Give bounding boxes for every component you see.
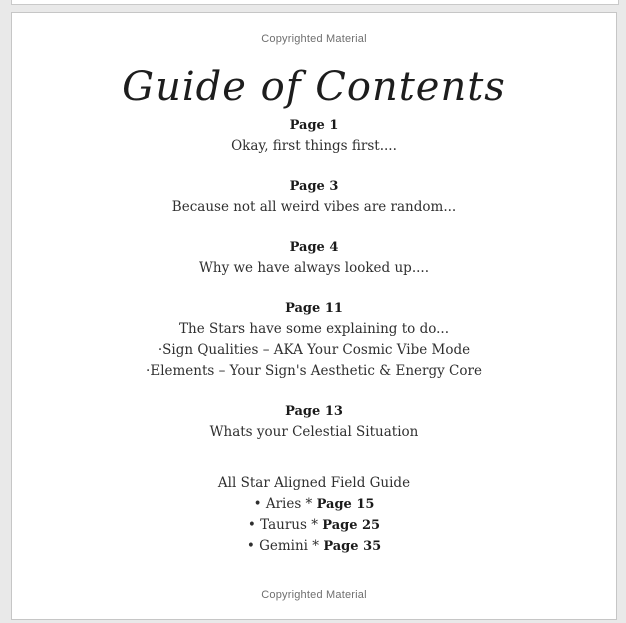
sign-name: • Gemini * [246, 538, 324, 554]
sign-page-number: Page 15 [316, 497, 375, 512]
sign-name: • Taurus * [247, 517, 323, 533]
toc-entry [12, 298, 616, 382]
toc-entry-subitem: ·Sign Qualities – AKA Your Cosmic Vibe Mode [157, 342, 471, 358]
toc-entry-text: Okay, first things first.... [231, 138, 397, 154]
copyright-notice-bottom: Copyrighted Material [261, 589, 367, 601]
toc-entry-text: Why we have always looked up.... [199, 260, 429, 276]
toc-entry-subitem: ·Elements – Your Sign's Aesthetic & Energy Core [146, 363, 482, 379]
sign-page-number: Page 25 [322, 518, 381, 533]
field-guide-item [12, 515, 616, 536]
field-guide-section [12, 473, 616, 557]
toc-page-number: Page 11 [285, 301, 343, 316]
toc-entry-text: The Stars have some explaining to do... [179, 321, 449, 337]
copyright-notice-top: Copyrighted Material [261, 33, 367, 45]
table-of-contents [12, 115, 616, 557]
toc-page-number: Page 1 [289, 118, 339, 133]
field-guide-heading: All Star Aligned Field Guide [217, 475, 411, 491]
previous-page-edge [11, 0, 619, 5]
sign-page-number: Page 35 [323, 539, 382, 554]
toc-entry [12, 176, 616, 218]
toc-entry [12, 115, 616, 157]
page-title: Guide of Contents [122, 64, 506, 110]
book-page [11, 12, 617, 620]
toc-page-number: Page 3 [289, 179, 339, 194]
toc-entry [12, 237, 616, 279]
field-guide-item [12, 494, 616, 515]
toc-entry-text: Whats your Celestial Situation [209, 424, 419, 440]
toc-entry [12, 401, 616, 443]
toc-page-number: Page 13 [285, 404, 343, 419]
sign-name: • Aries * [253, 496, 317, 512]
field-guide-item [12, 536, 616, 557]
toc-entry-text: Because not all weird vibes are random... [171, 199, 457, 215]
toc-page-number: Page 4 [289, 240, 339, 255]
